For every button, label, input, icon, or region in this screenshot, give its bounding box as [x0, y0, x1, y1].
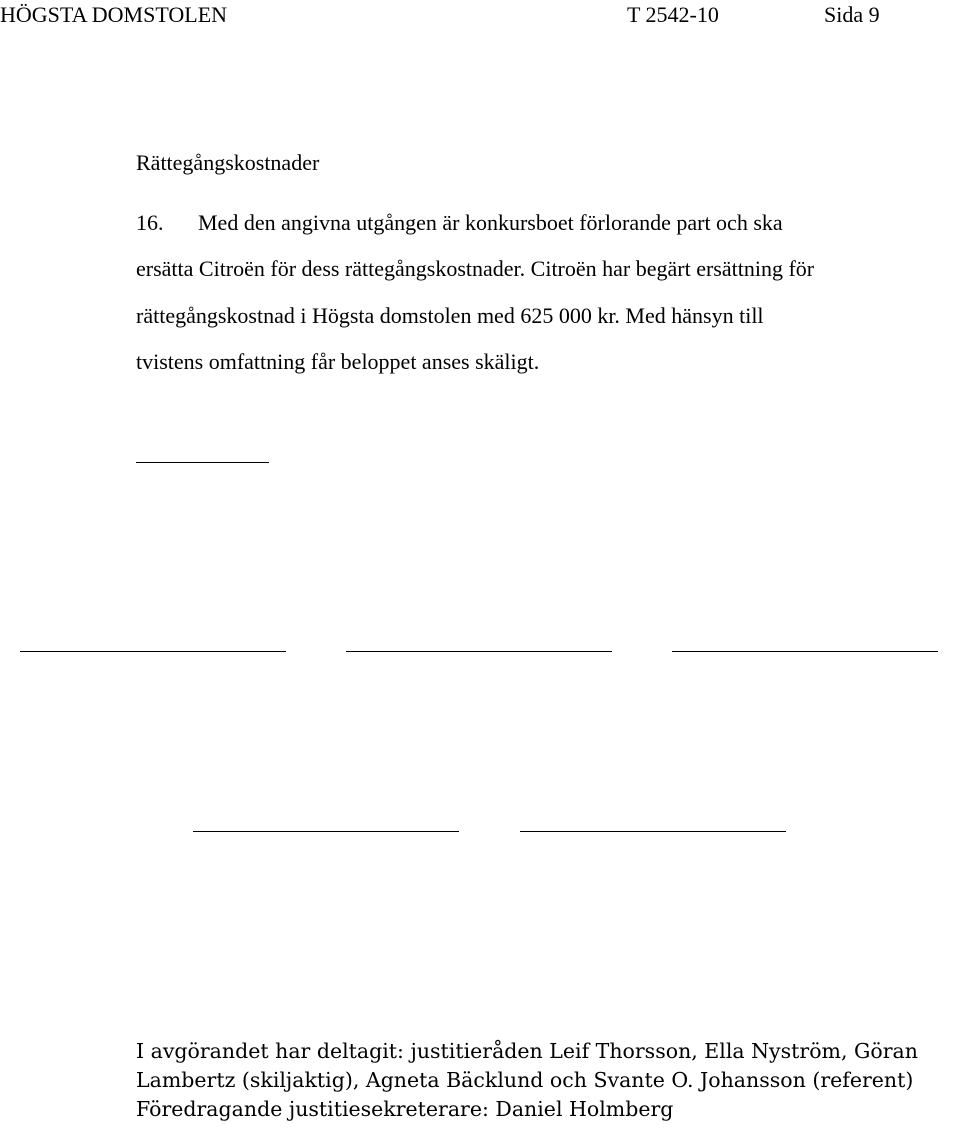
paragraph-line: tvistens omfattning får beloppet anses skäligt. [136, 349, 540, 374]
rapporteur-line: Föredragande justitiesekreterare: Daniel Holmberg [136, 1097, 674, 1121]
paragraph-number: 16. [136, 210, 164, 235]
paragraph-line [136, 210, 783, 236]
participants-line: Lambertz (skiljaktig), Agneta Bäcklund och Svante O. Johansson (referent) [136, 1068, 914, 1092]
signature-line [20, 651, 286, 652]
section-heading: Rättegångskostnader [136, 150, 320, 175]
participants-line: I avgörandet har deltagit: justitieråden Leif Thorsson, Ella Nyström, Göran [136, 1039, 918, 1063]
signature-line [672, 651, 938, 652]
signature-line [346, 651, 612, 652]
signature-line [520, 831, 786, 832]
paragraph-line-text: Med den angivna utgången är konkursboet förlorande part och ska [198, 210, 783, 235]
paragraph-line: rättegångskostnad i Högsta domstolen med 625 000 kr. Med hänsyn till [136, 303, 764, 328]
signature-line [193, 831, 459, 832]
page-number: Sida 9 [824, 2, 880, 27]
end-separator-rule [136, 462, 269, 463]
case-number: T 2542-10 [627, 2, 719, 27]
paragraph-line: ersätta Citroën för dess rättegångskostnader. Citroën har begärt ersättning för [136, 256, 815, 281]
court-name: HÖGSTA DOMSTOLEN [0, 2, 228, 27]
